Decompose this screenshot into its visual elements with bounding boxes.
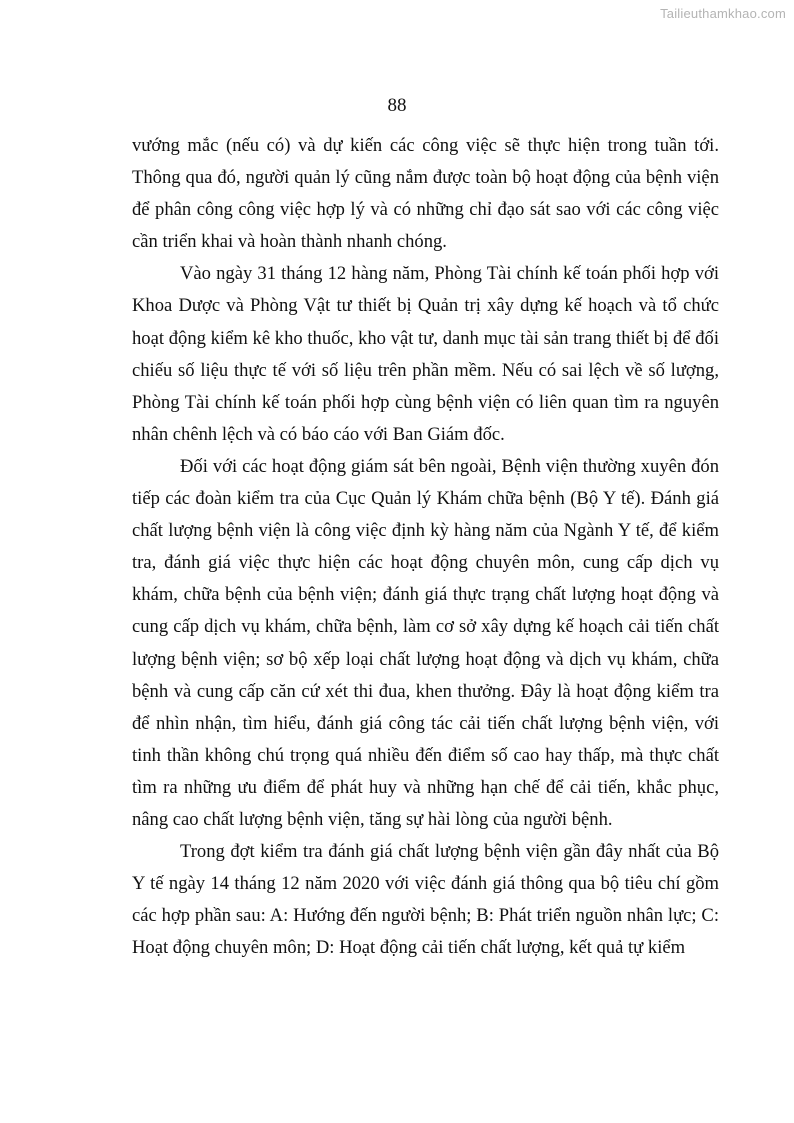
page-number: 88 bbox=[387, 95, 407, 116]
paragraph-inventory: Vào ngày 31 tháng 12 hàng năm, Phòng Tài chính kế toán phối hợp với Khoa Dược và Phòng Vật tư thiết bị Quản trị xây dựng kế hoạch và tổ chức hoạt động kiểm kê kho thuốc, kho vật tư, danh mục tài sản trang thiết bị để đối chiếu số liệu thực tế với số liệu trên phần mềm. Nếu có sai lệch về số lượng, Phòng Tài chính kế toán phối hợp cùng bệnh viện có liên quan tìm ra nguyên nhân chênh lệch và có báo cáo với Ban Giám đốc. bbox=[132, 263, 719, 445]
paragraph-continuation: vướng mắc (nếu có) và dự kiến các công việc sẽ thực hiện trong tuần tới. Thông qua đó, người quản lý cũng nắm được toàn bộ hoạt động của bệnh viện để phân công công việc hợp lý và có những chỉ đạo sát sao với các công việc cần triển khai và hoàn thành nhanh chóng. bbox=[132, 135, 719, 253]
watermark-text: Tailieuthamkhao.com bbox=[660, 6, 786, 21]
paragraph-external-supervision: Đối với các hoạt động giám sát bên ngoài, Bệnh viện thường xuyên đón tiếp các đoàn kiểm tra của Cục Quản lý Khám chữa bệnh (Bộ Y tế). Đánh giá chất lượng bệnh viện là công việc định kỳ hàng năm của Ngành Y tế, để kiểm tra, đánh giá việc thực hiện các hoạt động chuyên môn, cung cấp dịch vụ khám, chữa bệnh của bệnh viện; đánh giá thực trạng chất lượng hoạt động và cung cấp dịch vụ khám, chữa bệnh, làm cơ sở xây dựng kế hoạch cải tiến chất lượng bệnh viện; sơ bộ xếp loại chất lượng hoạt động và dịch vụ khám, chữa bệnh và cung cấp căn cứ xét thi đua, khen thưởng. Đây là hoạt động kiểm tra để nhìn nhận, tìm hiểu, đánh giá công tác cải tiến chất lượng bệnh viện, với tinh thần không chú trọng quá nhiều đến điểm số cao hay thấp, mà thực chất tìm ra những ưu điểm để phát huy và những hạn chế để cải tiến, khắc phục, nâng cao chất lượng bệnh viện, tăng sự hài lòng của người bệnh. bbox=[132, 455, 719, 830]
document-body bbox=[132, 130, 719, 964]
paragraph-quality-assessment: Trong đợt kiểm tra đánh giá chất lượng bệnh viện gần đây nhất của Bộ Y tế ngày 14 tháng 12 năm 2020 với việc đánh giá thông qua bộ tiêu chí gồm các hợp phần sau: A: Hướng đến người bệnh; B: Phát triển nguồn nhân lực; C: Hoạt động chuyên môn; D: Hoạt động cải tiến chất lượng, kết quả tự kiểm bbox=[132, 841, 719, 959]
